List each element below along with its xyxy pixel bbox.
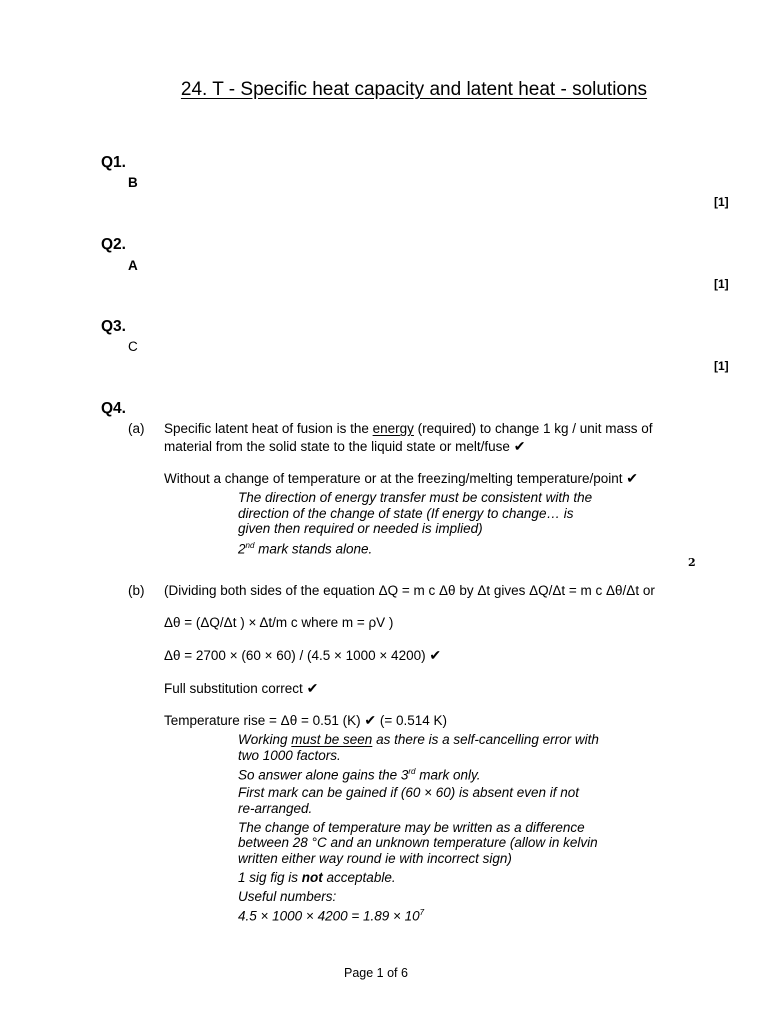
question-1-answer: B (128, 175, 138, 190)
part-a-note-2: direction of the change of state (If energy to change… is (238, 506, 574, 521)
part-b-note-7: between 28 °C and an unknown temperature (allow in kelvin (238, 835, 598, 850)
part-b-equation-2: Δθ = (ΔQ/Δt ) × Δt/m c where m = ρV ) (164, 615, 394, 630)
part-b-result: Temperature rise = Δθ = 0.51 (K) ✔ (= 0.514 K) (164, 712, 448, 728)
check-icon: ✔ (364, 712, 377, 728)
question-2-label: Q2. (101, 236, 126, 253)
part-b-equation-3: Δθ = 2700 × (60 × 60) / (4.5 × 1000 × 4200) ✔ (164, 647, 442, 663)
question-3-label: Q3. (101, 318, 126, 335)
question-3-mark: [1] (714, 359, 729, 373)
part-b-note-5: re-arranged. (238, 801, 313, 816)
check-icon: ✔ (513, 438, 526, 454)
part-b-note-1: Working must be seen as there is a self-cancelling error with (238, 732, 599, 747)
part-a-mark: 2 (688, 556, 696, 569)
part-b-note-8: written either way round ie with incorrect sign) (238, 851, 512, 866)
part-b-note-2: two 1000 factors. (238, 748, 341, 763)
part-a-note-4: 2nd mark stands alone. (238, 541, 373, 557)
check-icon: ✔ (429, 647, 442, 663)
question-1-mark: [1] (714, 195, 729, 209)
part-a-line-2: material from the solid state to the liquid state or melt/fuse ✔ (164, 438, 526, 454)
part-b-note-6: The change of temperature may be written as a difference (238, 820, 585, 835)
question-2-answer: A (128, 258, 138, 273)
part-b-note-10: Useful numbers: (238, 889, 337, 904)
part-b-label: (b) (128, 583, 145, 598)
part-b-note-11: $4.5 \times 1000 \times 4200 = 1.89 \times 10^7$ (238, 908, 425, 924)
part-a-line-3: Without a change of temperature or at the freezing/melting temperature/point ✔ (164, 470, 639, 486)
question-1-label: Q1. (101, 154, 126, 171)
part-a-note-3: given then required or needed is implied) (238, 521, 483, 536)
question-3-answer: C (128, 339, 138, 354)
check-icon: ✔ (306, 680, 319, 696)
question-2-mark: [1] (714, 277, 729, 291)
question-4-label: Q4. (101, 400, 126, 417)
part-a-label: (a) (128, 421, 145, 436)
part-b-equation-4: Full substitution correct ✔ (164, 680, 319, 696)
page-footer: Page 1 of 6 (344, 966, 408, 980)
part-a-line-1: Specific latent heat of fusion is the energy (required) to change 1 kg / unit mass of (164, 421, 653, 436)
part-b-equation-1: (Dividing both sides of the equation ΔQ = m c Δθ by Δt gives ΔQ/Δt = m c Δθ/Δt or (164, 583, 655, 598)
part-a-note-1: The direction of energy transfer must be consistent with the (238, 490, 593, 505)
part-b-note-3: So answer alone gains the 3rd mark only. (238, 767, 481, 783)
part-b-note-9: 1 sig fig is not acceptable. (238, 870, 396, 885)
page-title: 24. T - Specific heat capacity and latent heat - solutions (180, 79, 648, 100)
check-icon: ✔ (626, 470, 639, 486)
part-b-note-4: First mark can be gained if (60 × 60) is absent even if not (238, 785, 580, 800)
